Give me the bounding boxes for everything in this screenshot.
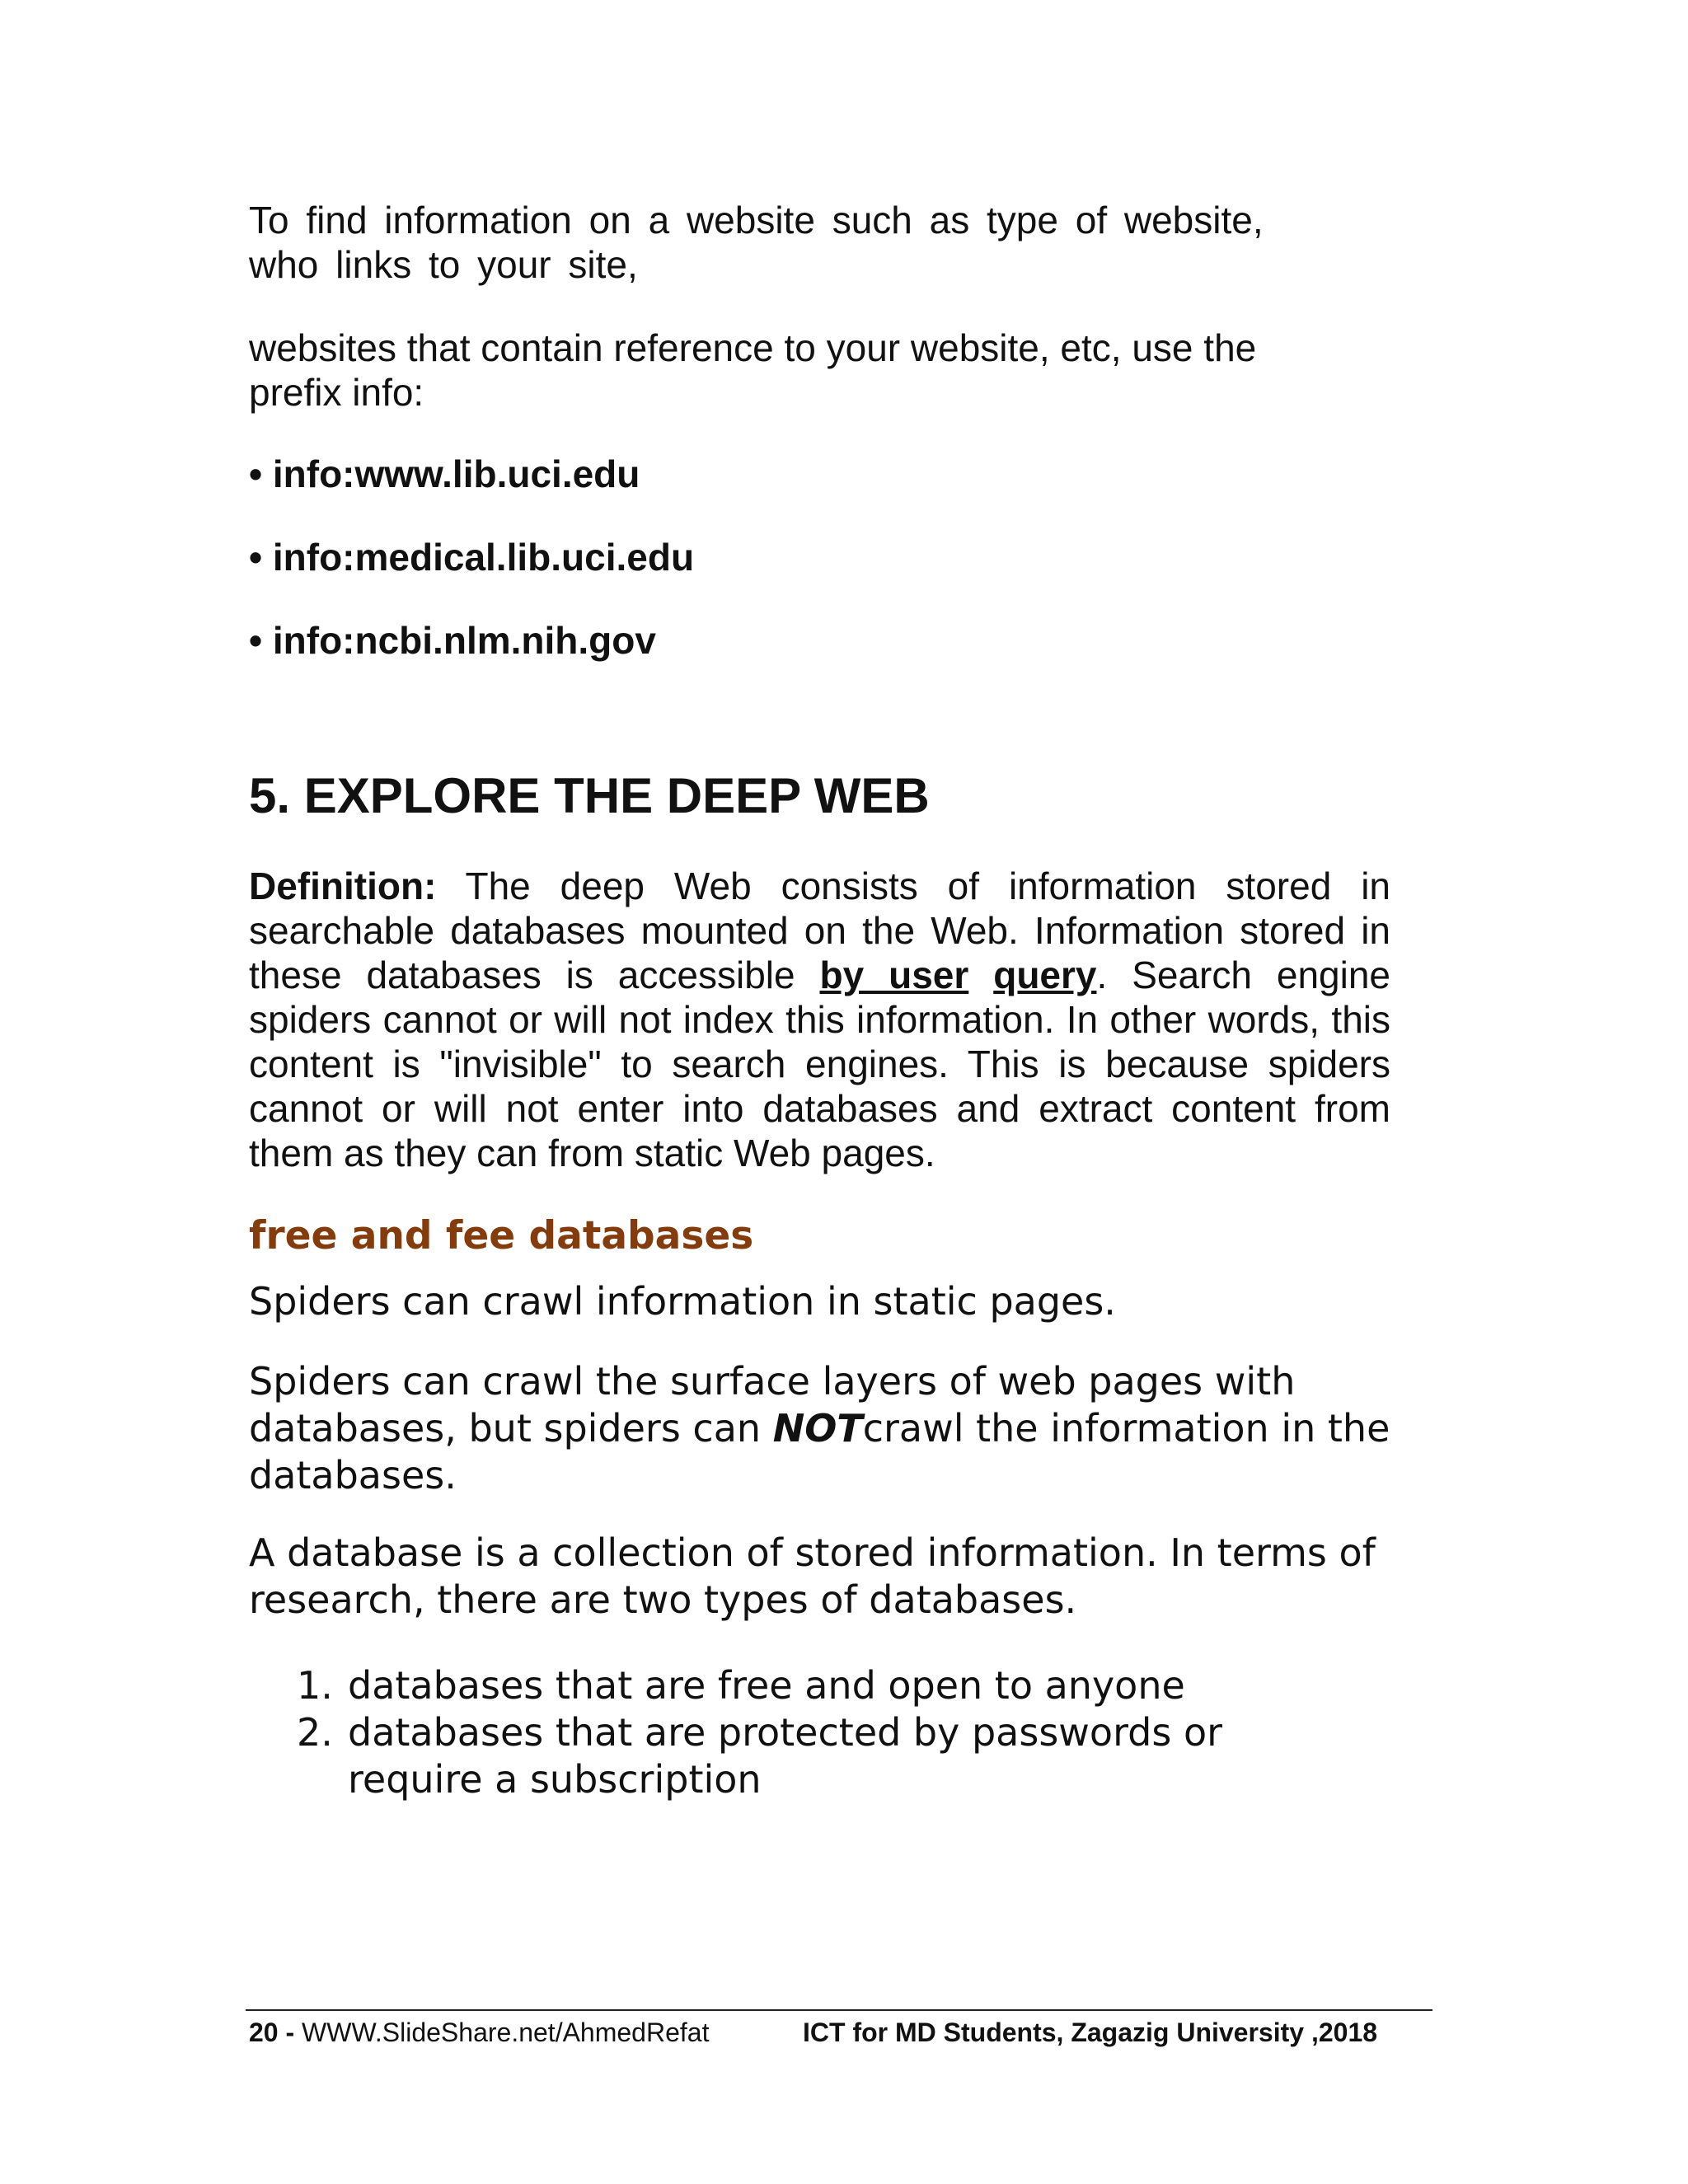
- definition-text-1: The deep Web consists of information stored in searchable databases mounted on the Web. Information stored in these databases is accessible: [249, 865, 1390, 996]
- example-info-ncbi: • info:ncbi.nlm.nih.gov: [249, 619, 656, 662]
- example-info-lib: • info:www.lib.uci.edu: [249, 452, 640, 495]
- definition-label: Definition:: [249, 865, 437, 907]
- query-emphasis: query: [993, 954, 1097, 996]
- database-definition-paragraph: A database is a collection of stored information. In terms of research, there are two types of databases.: [249, 1530, 1376, 1622]
- spiders-db-text-1: Spiders can crawl the surface layers of web pages with databases, but spiders can: [249, 1359, 1296, 1451]
- footer-site-link[interactable]: WWW.SlideShare.net/AhmedRefat: [302, 2018, 710, 2047]
- list-item-text: databases that are free and open to anyone: [348, 1663, 1185, 1708]
- list-item: [297, 1662, 1368, 1709]
- spiders-databases-paragraph: [249, 1358, 1419, 1499]
- list-item-text: databases that are protected by passwords or require a subscription: [348, 1710, 1223, 1802]
- footer-course-title: ICT for MD Students, Zagazig University ,2018: [803, 2018, 1378, 2047]
- not-emphasis: NOT: [772, 1406, 863, 1451]
- page-footer: [249, 2016, 1378, 2049]
- by-user-emphasis: by user: [819, 954, 969, 996]
- page-number: 20 -: [249, 2018, 295, 2047]
- list-item-number: 1.: [297, 1663, 333, 1708]
- intro-paragraph: To find information on a website such as type of website, who links to your site,: [249, 199, 1264, 286]
- example-info-medical: • info:medical.lib.uci.edu: [249, 536, 695, 579]
- intro-prefix-paragraph: websites that contain reference to your website, etc, use the prefix info:: [249, 326, 1257, 414]
- list-item: [297, 1709, 1368, 1803]
- spiders-static-paragraph: Spiders can crawl information in static pages.: [249, 1279, 1116, 1324]
- definition-text-2: . Search engine spiders cannot or will not index this information. In other words, this content is "invisible" to search engines. This is because spiders cannot or will not enter into databases and extract content from them as they can from static Web pages.: [249, 954, 1390, 1174]
- database-types-list: [297, 1662, 1368, 1803]
- section-heading: 5. EXPLORE THE DEEP WEB: [249, 768, 930, 823]
- databases-subheading: free and fee databases: [249, 1213, 754, 1258]
- list-item-number: 2.: [297, 1710, 333, 1755]
- definition-paragraph: [249, 864, 1390, 1175]
- spiders-db-text-2: crawl the information in the databases.: [249, 1406, 1390, 1497]
- footer-divider: [246, 2009, 1432, 2011]
